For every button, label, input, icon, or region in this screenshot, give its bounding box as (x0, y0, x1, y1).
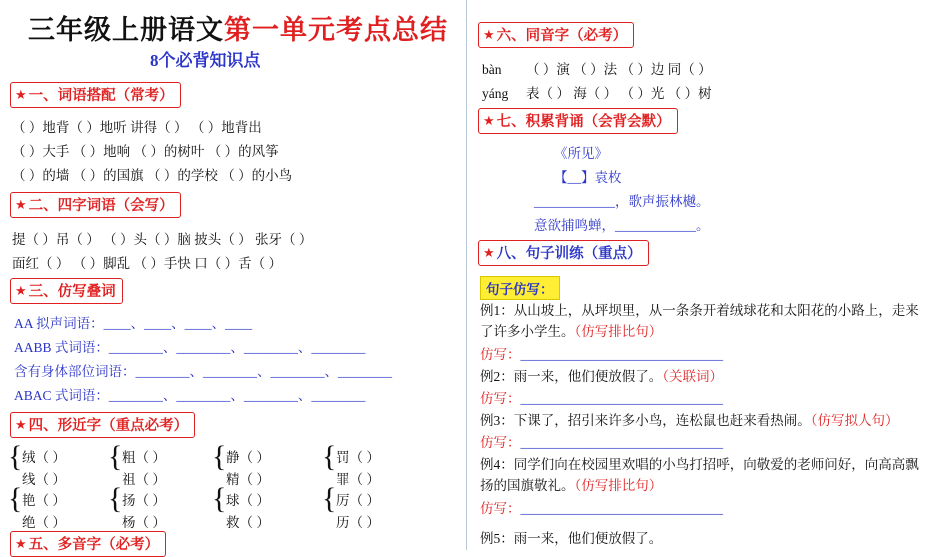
section-3-label: 三、仿写叠词 (28, 284, 116, 300)
example-4-tag: （仿写排比句） (574, 478, 663, 493)
section-4-g4-r1: 罚（ ） (336, 450, 380, 465)
example-4-answer-blank[interactable]: ______________________________ (520, 501, 723, 516)
section-6-row-1-body: （ ）演 （ ）法 （ ）边 同（ ） (526, 62, 712, 77)
brace-icon: { (108, 440, 123, 473)
example-1-answer-blank[interactable]: ______________________________ (520, 347, 723, 362)
section-header-1 (10, 82, 181, 108)
section-6-row-2-pinyin: yáng (482, 86, 509, 101)
section-1-line-1: （ ）地背（ ）地听 讲得（ ） （ ）地背出 (12, 120, 262, 135)
section-1-label: 一、词语搭配（常考） (28, 88, 174, 104)
section-4-g1-r2: 线（ ） (22, 472, 66, 487)
poem-author: 【__】袁枚 (554, 170, 622, 185)
section-3-row-1-blanks: ____、____、____、____ (103, 316, 253, 331)
example-1 (480, 300, 922, 342)
example-3 (480, 410, 932, 431)
example-5 (480, 528, 922, 549)
section-8-label: 八、句子训练（重点） (496, 246, 642, 262)
section-4-g1-r3: 艳（ ） (22, 493, 66, 508)
section-2-line-1: 提（ ）吊（ ） （ ）头（ ）脑 披头（ ） 张牙（ ） (12, 232, 313, 247)
section-3-row-3-label: 含有身体部位词语： (14, 364, 136, 379)
page-title-red: 第一单元考点总结 (224, 15, 448, 45)
star-icon: ★ (15, 535, 27, 551)
section-4-g4-r4: 历（ ） (336, 515, 380, 530)
section-4-g2-r2: 祖（ ） (122, 472, 166, 487)
example-3-text: 例3：下课了，招引来许多小鸟，连松鼠也赶来看热闹。 (480, 413, 811, 428)
section-header-5 (10, 531, 166, 557)
example-2-text: 例2：雨一来，他们便放假了。 (480, 369, 663, 384)
example-4-answer-label: 仿写： (480, 501, 521, 516)
star-icon: ★ (483, 244, 495, 260)
section-4-g3-r1: 静（ ） (226, 450, 270, 465)
sentence-practice-highlight: 句子仿写： (480, 276, 560, 300)
section-3-row-3 (14, 360, 392, 380)
example-2-answer-label: 仿写： (480, 391, 521, 406)
section-4-g3-r3: 球（ ） (226, 493, 270, 508)
section-4-g3-r4: 救（ ） (226, 515, 270, 530)
brace-icon: { (322, 440, 337, 473)
section-4-label: 四、形近字（重点必考） (28, 418, 189, 434)
section-header-6 (478, 22, 634, 48)
section-3-row-1 (14, 312, 252, 332)
brace-icon: { (108, 482, 123, 515)
brace-icon: { (8, 440, 23, 473)
section-6-row-1 (482, 58, 712, 78)
example-2 (480, 366, 922, 387)
page-subtitle: 8个必背知识点 (150, 51, 261, 70)
section-3-row-4-blanks: ________、________、________、________ (108, 388, 366, 403)
section-3-row-2-label: AABB 式词语： (14, 340, 109, 355)
example-1-answer-label: 仿写： (480, 347, 521, 362)
example-3-answer-blank[interactable]: ______________________________ (520, 435, 723, 450)
star-icon: ★ (15, 86, 27, 102)
section-7-label: 七、积累背诵（会背会默） (496, 114, 671, 130)
star-icon: ★ (15, 416, 27, 432)
star-icon: ★ (15, 282, 27, 298)
section-2-line-2: 面红（ ） （ ）脚乱 （ ）手快 口（ ）舌（ ） (12, 256, 282, 271)
example-4-answer (480, 498, 922, 519)
poem-line-2: 意欲捕鸣蝉，____________。 (534, 218, 710, 233)
example-1-text: 例1：从山坡上，从坪坝里，从一条条开着绒球花和太阳花的小路上，走来了许多小学生。 (480, 303, 919, 339)
section-6-row-1-pinyin: bàn (482, 62, 502, 77)
poem-line-1: ____________，歌声振林樾。 (534, 194, 710, 209)
example-1-tag: （仿写排比句） (574, 324, 663, 339)
star-icon: ★ (15, 196, 27, 212)
section-2-label: 二、四字词语（会写） (28, 198, 174, 214)
example-3-answer-label: 仿写： (480, 435, 521, 450)
section-header-4 (10, 412, 195, 438)
section-6-label: 六、同音字（必考） (496, 28, 628, 44)
section-3-row-4-label: ABAC 式词语： (14, 388, 109, 403)
section-3-row-4 (14, 384, 365, 404)
section-4-g2-r4: 杨（ ） (122, 515, 166, 530)
section-1-line-3: （ ）的墙 （ ）的国旗 （ ）的学校 （ ）的小鸟 (12, 168, 293, 183)
section-4-g1-r4: 绝（ ） (22, 515, 66, 530)
section-6-row-2 (482, 82, 712, 102)
section-3-row-2 (14, 336, 365, 356)
brace-icon: { (212, 482, 227, 515)
poem-title: 《所见》 (554, 146, 608, 161)
example-2-answer (480, 388, 922, 409)
section-3-row-3-blanks: ________、________、________、________ (135, 364, 392, 379)
example-4 (480, 454, 926, 496)
section-4-g3-r2: 精（ ） (226, 472, 270, 487)
section-4-g4-r3: 厉（ ） (336, 493, 380, 508)
star-icon: ★ (483, 112, 495, 128)
example-5-text: 例5：雨一来，他们便放假了。 (480, 531, 663, 546)
section-4-g2-r1: 粗（ ） (122, 450, 166, 465)
section-5-label: 五、多音字（必考） (28, 537, 160, 553)
example-1-answer (480, 344, 922, 365)
section-3-row-2-blanks: ________、________、________、________ (108, 340, 366, 355)
brace-icon: { (322, 482, 337, 515)
section-1-line-2: （ ）大手 （ ）地响 （ ）的树叶 （ ）的风筝 (12, 144, 279, 159)
example-2-answer-blank[interactable]: ______________________________ (520, 391, 723, 406)
page-title (28, 8, 448, 47)
section-3-row-1-label: AA 拟声词语： (14, 316, 104, 331)
right-column (466, 0, 932, 550)
section-header-7 (478, 108, 678, 134)
left-column (0, 0, 466, 553)
section-4-g2-r3: 扬（ ） (122, 493, 166, 508)
example-3-answer (480, 432, 922, 453)
example-2-tag: （关联词） (662, 369, 723, 384)
section-6-row-2-body: 表（ ） 海（ ） （ ）光 （ ）树 (526, 86, 712, 101)
section-header-3 (10, 278, 123, 304)
page-title-black: 三年级上册语文 (28, 15, 224, 45)
section-4-g1-r1: 绒（ ） (22, 450, 66, 465)
example-4-text: 例4：同学们向在校园里欢唱的小鸟打招呼，向敬爱的老师问好，向高高飘扬的国旗敬礼。 (480, 457, 919, 493)
section-header-2 (10, 192, 181, 218)
star-icon: ★ (483, 26, 495, 42)
section-header-8 (478, 240, 649, 266)
brace-icon: { (212, 440, 227, 473)
brace-icon: { (8, 482, 23, 515)
example-3-tag: （仿写拟人句） (810, 413, 899, 428)
section-4-g4-r2: 罪（ ） (336, 472, 380, 487)
